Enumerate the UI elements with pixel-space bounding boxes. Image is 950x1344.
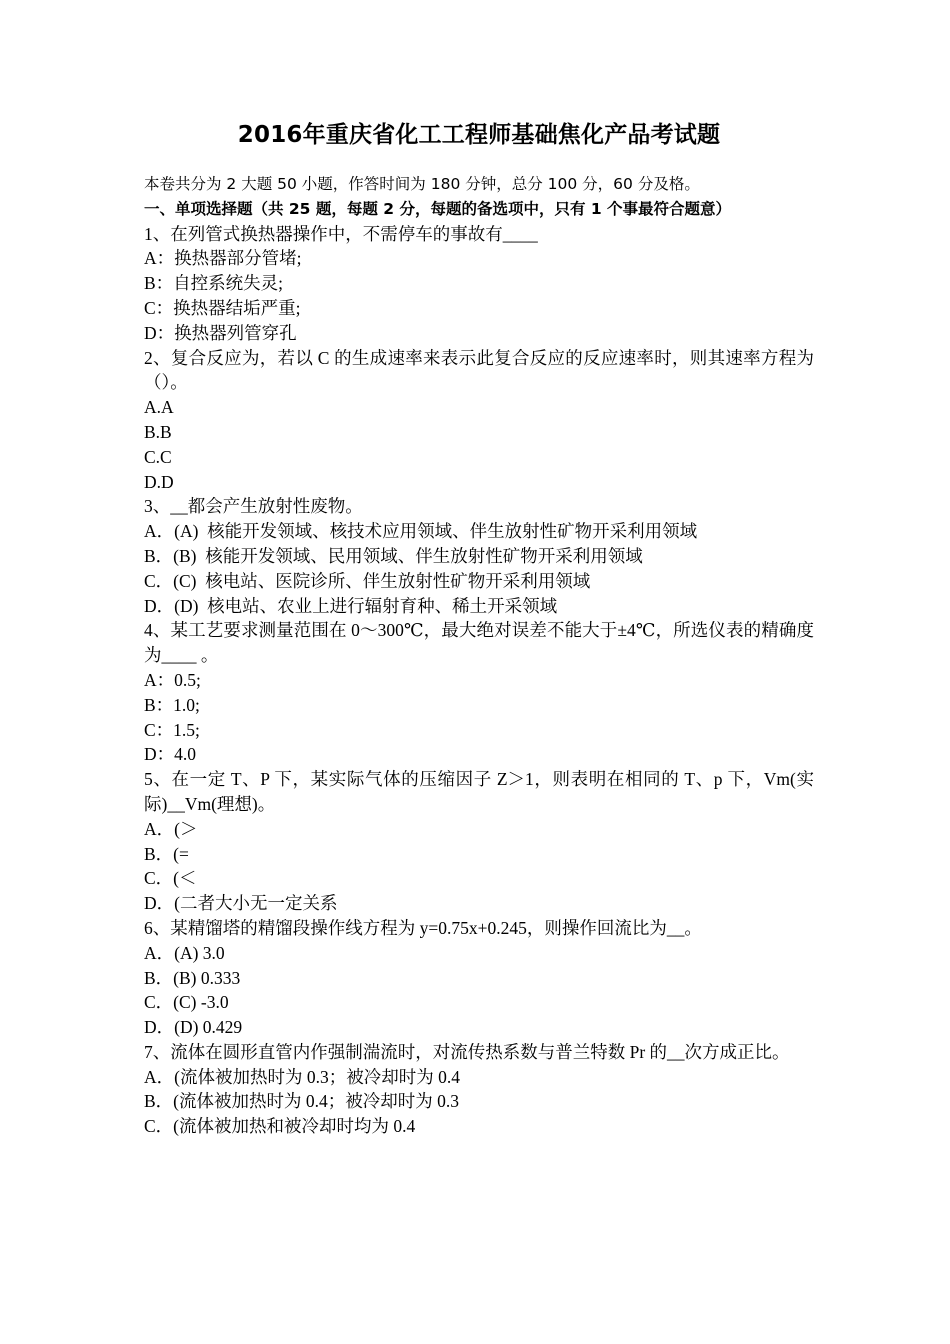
document-page [144,118,814,1139]
option-a: A．(A) 核能开发领域、核技术应用领域、伴生放射性矿物开采利用领域 [144,521,698,542]
option-d: D．(二者大小无一定关系 [144,893,338,914]
question-text: 2、复合反应为，若以 C 的生成速率来表示此复合反应的反应速率时，则其速率方程为（）。 [144,347,814,393]
option-d: D.D [144,471,174,492]
question-5 [144,767,814,916]
question-3 [144,494,814,618]
option-a: A.A [144,397,174,418]
option-b: B.B [144,421,172,442]
option-b: B．(B) 核能开发领域、民用领域、伴生放射性矿物开采利用领域 [144,545,643,566]
option-b: B：自控系统失灵; [144,273,284,294]
exam-intro: 本卷共分为 2 大题 50 小题，作答时间为 180 分钟，总分 100 分，60 分及格。 [144,175,700,193]
question-text: 3、__都会产生放射性废物。 [144,496,363,517]
option-c: C．(C) 核电站、医院诊所、伴生放射性矿物开采利用领域 [144,570,591,591]
page-title: 2016年重庆省化工工程师基础焦化产品考试题 [237,122,721,148]
question-7 [144,1040,814,1139]
question-4 [144,618,814,767]
option-d: D：换热器列管穿孔 [144,322,297,343]
question-text: 7、流体在圆形直管内作强制湍流时，对流传热系数与普兰特数 Pr 的__次方成正比。 [144,1041,790,1062]
question-2 [144,346,814,495]
section-heading: 一、单项选择题（共 25 题，每题 2 分，每题的备选项中，只有 1 个事最符合题意） [144,199,732,218]
option-b: B．(流体被加热时为 0.4；被冷却时为 0.3 [144,1091,459,1112]
question-text: 6、某精馏塔的精馏段操作线方程为 y=0.75x+0.245，则操作回流比为__。 [144,917,702,938]
option-c: C.C [144,446,172,467]
option-d: D．(D) 核电站、农业上进行辐射育种、稀土开采领域 [144,595,558,616]
option-d: D：4.0 [144,744,197,765]
option-b: B．(= [144,843,189,864]
question-1 [144,222,814,346]
option-c: C．(流体被加热和被冷却时均为 0.4 [144,1116,416,1137]
option-c: C：换热器结垢严重; [144,297,301,318]
option-d: D．(D) 0.429 [144,1017,243,1038]
option-b: B：1.0; [144,694,200,715]
option-a: A．(流体被加热时为 0.3；被冷却时为 0.4 [144,1066,460,1087]
option-c: C：1.5; [144,719,200,740]
option-a: A．(＞ [144,818,198,839]
option-b: B．(B) 0.333 [144,967,241,988]
option-c: C．(C) -3.0 [144,992,229,1013]
question-text: 4、某工艺要求测量范围在 0～300℃，最大绝对误差不能大于±4℃，所选仪表的精确度为____ 。 [144,620,814,666]
question-text: 5、在一定 T、P 下，某实际气体的压缩因子 Z＞1，则表明在相同的 T、p 下，Vm(实际)__Vm(理想)。 [144,769,814,814]
option-c: C．(＜ [144,868,197,889]
option-a: A．(A) 3.0 [144,942,225,963]
option-a: A：换热器部分管堵; [144,248,302,269]
question-text: 1、在列管式换热器操作中，不需停车的事故有____ [144,223,538,244]
question-6 [144,916,814,1040]
option-a: A：0.5; [144,669,201,690]
